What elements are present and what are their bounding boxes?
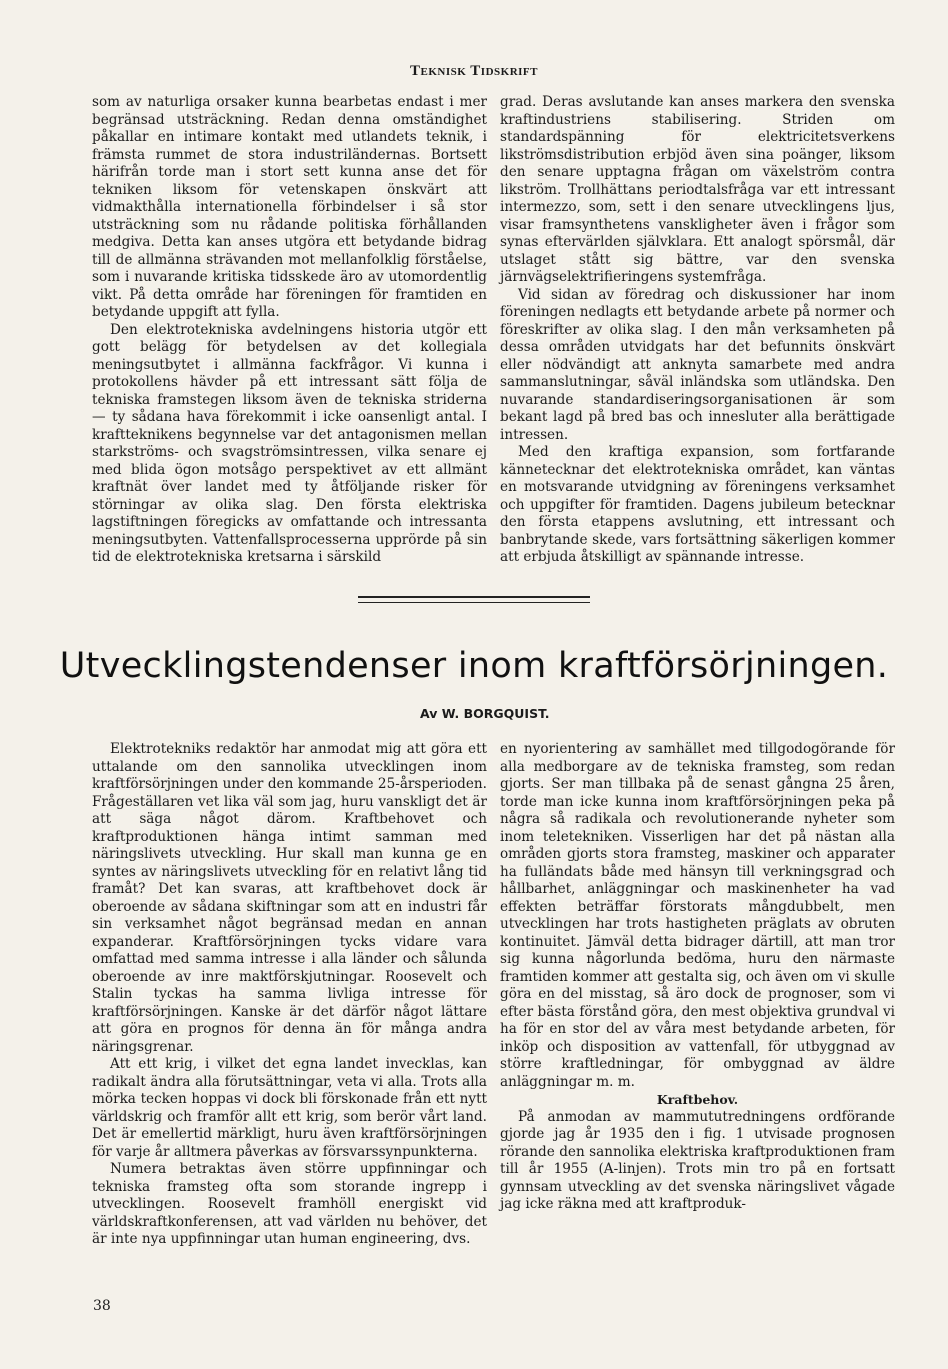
paragraph: Vid sidan av föredrag och diskussioner har inom föreningen nedlagts ett betydande arbete på normer och föreskrifter av olika slag. I den mån verksamheten på dessa områden utvidgats har det befunnits önskvärt eller nödvändigt att anknyta samarbete med andra sammanslutningar, såväl inländska som utländska. Den nuvarande standardiseringsorganisationen är som bekant lagd på bred bas och innesluter alla berättigade intressen. bbox=[500, 286, 895, 443]
article-byline: Av W. BORGQUIST. bbox=[420, 706, 550, 721]
top-right-column bbox=[500, 94, 895, 567]
section-divider-thin bbox=[358, 602, 590, 603]
paragraph: grad. Deras avslutande kan anses markera den svenska kraftindustriens stabilisering. Striden om standardspänning för elektricitetsverkens likströmsdistribution erbjöd även sina poänger, liksom den senare upptagna frågan om växelström contra likström. Trollhättans periodtalsfråga var ett intressant intermezzo, som, sett i den senare utvecklingens ljus, visar framsynthetens vanskligheter även i frågor som synas eftervärlden självklara. Ett analogt spörsmål, där utslaget stått sig bättre, var den svenska järnvägselektrifieringens systemfråga. bbox=[500, 94, 895, 285]
paragraph: Att ett krig, i vilket det egna landet invecklas, kan radikalt ändra alla förutsättningar, veta vi alla. Trots alla mörka tecken hoppas vi dock bli förskonade från ett nytt världskrig och framför allt ett krig, som berör vårt land. Det är emellertid märkligt, huru även kraftförsörjningen för varje år alltmera påverkas av försvarssynpunkterna. bbox=[92, 1056, 487, 1160]
paragraph: Med den kraftiga expansion, som fortfarande kännetecknar det elektrotekniska området, kan väntas en motsvarande utvidgning av föreningens verksamhet och uppgifter för framtiden. Dagens jubileum betecknar den första etappens avslutning, ett intressant och banbrytande skede, vars fortsättning säkerligen kommer att erbjuda åtskilligt av spännande intresse. bbox=[500, 444, 895, 565]
paragraph: På anmodan av mammututredningens ordförande gjorde jag år 1935 den i fig. 1 utvisade prognosen rörande den sannolika elektriska kraftproduktionen fram till år 1955 (A-linjen). Trots min tro på en fortsatt gynnsam utveckling av det svenska näringslivet vågade jag icke räkna med att kraftproduk- bbox=[500, 1108, 895, 1212]
section-subheading: Kraftbehov. bbox=[656, 1092, 739, 1107]
paragraph: Elektrotekniks redaktör har anmodat mig att göra ett uttalande om den sannolika utvecklingen inom kraftförsörjningen under den kommande 25-årsperioden. Frågeställaren vet lika väl som jag, huru vanskligt det är att säga något därom. Kraftbehovet och kraftproduktionen hänga intimt samman med näringslivets utveckling. Hur skall man kunna ge en syntes av näringslivets utveckling för en relativt lång tid framåt? Det kan svaras, att kraftbehovet dock är oberoende av sådana skiftningar som att en industri får sin verksamhet något begränsad medan en annan expanderar. Kraftförsörjningen tycks vidare vara omfattad med samma intresse i alla länder och sålunda oberoende av inre maktförskjutningar. Roosevelt och Stalin tyckas ha samma livliga intresse för kraftförsörjningen. Kanske är det därför något lättare att göra en prognos för denna än för många andra näringsgrenar. bbox=[92, 741, 487, 1055]
paragraph: som av naturliga orsaker kunna bearbetas endast i mer begränsad utsträckning. Redan denna omständighet påkallar en intimare kontakt med utlandets teknik, i främsta rummet de stora industriländernas. Bortsett härifrån torde man i stort sett kunna anse det för tekniken liksom för vetenskapen önskvärt att vidmakthålla internationella förbindelser i så stor utsträckning som nu rådande politiska förhållanden medgiva. Detta kan anses utgöra ett betydande bidrag till de allmänna strävanden mot mellanfolklig förståelse, som i nuvarande kritiska tidsskede äro av utomordentlig vikt. På detta område har föreningen för framtiden en betydande uppgift att fylla. bbox=[92, 94, 487, 320]
article-title: Utvecklingstendenser inom kraftförsörjningen. bbox=[59, 646, 889, 686]
section-divider bbox=[358, 596, 590, 598]
page-number: 38 bbox=[93, 1298, 111, 1314]
article-right-column bbox=[500, 741, 895, 1214]
paragraph: Numera betraktas även större uppfinningar och tekniska framsteg ofta som storande ingrepp i utvecklingen. Roosevelt framhöll energiskt vid världskraftkonferensen, att vad världen nu behöver, det är inte nya uppfinningar utan human engineering, dvs. bbox=[92, 1161, 487, 1247]
paragraph: Den elektrotekniska avdelningens historia utgör ett gott belägg för betydelsen av det kollegiala meningsutbytet i allmänna fackfrågor. Vi kunna i protokollens hävder på ett intressant sätt följa de tekniska framstegen liksom även de tekniska striderna — ty sådana hava förekommit i icke oansenligt antal. I kraftteknikens begynnelse var det antagonismen mellan starkströms- och svagströmsintressen, vilka senare ej med blida ögon motsågo perspektivet av ett allmänt kraftnät över landet med ty åtföljande risker för störningar av olika slag. Den första elektriska lagstiftningen föregicks av omfattande och intressanta meningsutbyten. Vattenfallsprocesserna upprörde på sin tid de elektrotekniska kretsarna i särskild bbox=[92, 321, 487, 565]
article-left-column bbox=[92, 741, 487, 1249]
running-head: Teknisk Tidskrift bbox=[410, 63, 538, 79]
paragraph: en nyorientering av samhället med tillgodogörande för alla medborgare av de tekniska framsteg, som redan gjorts. Ser man tillbaka på de senast gångna 25 åren, torde man icke kunna inom kraftförsörjningen peka på några så radikala och revolutionerande nyheter som inom teletekniken. Visserligen har det på nästan alla områden gjorts stora framsteg, maskiner och apparater ha fulländats både med hänsyn till verkningsgrad och hållbarhet, anläggningar och maskinenheter ha vad effekten beträffar förstorats mångdubbelt, men utvecklingen har trots hastigheten präglats av obruten kontinuitet. Jämväl detta bidrager därtill, att man tror sig kunna någorlunda bedöma, huru den närmaste framtiden kommer att gestalta sig, och även om vi skulle göra en del misstag, så äro dock de prognoser, som vi efter bästa förstånd göra, den mest objektiva grundval vi ha för en stor del av våra mest betydande arbeten, för inköp och disposition av vattenfall, för utbyggnad av större kraftledningar, för ombyggnad av äldre anläggningar m. m. bbox=[500, 741, 895, 1090]
top-left-column bbox=[92, 94, 487, 567]
